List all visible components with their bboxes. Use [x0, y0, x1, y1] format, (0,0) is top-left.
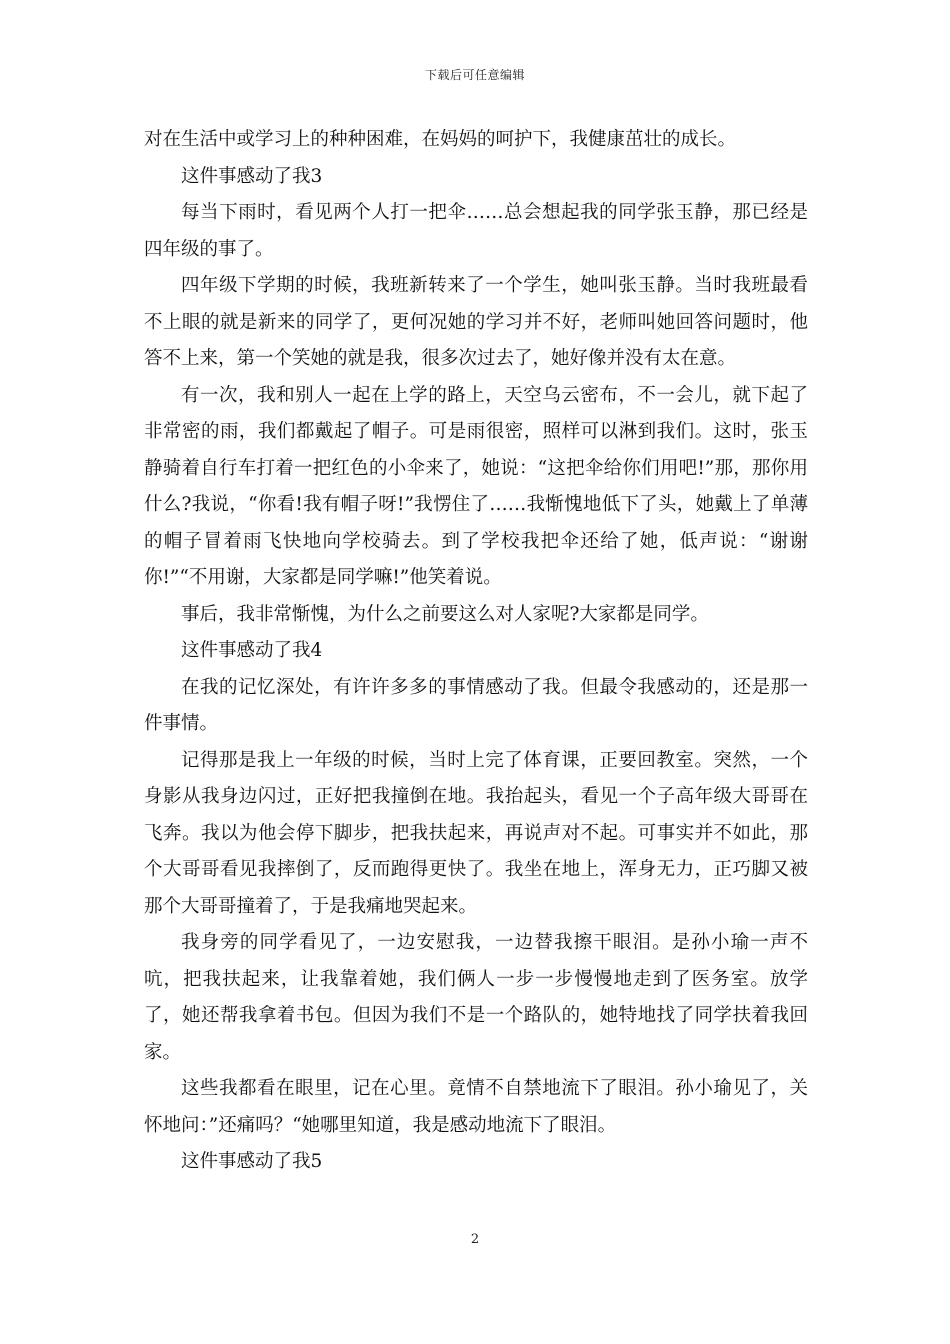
- page-number: 2: [470, 1232, 480, 1247]
- paragraph: 每当下雨时，看见两个人打一把伞……总会想起我的同学张玉静，那已经是四年级的事了。: [144, 202, 808, 260]
- paragraph: 在我的记忆深处，有许许多多的事情感动了我。但最令我感动的，还是那一件事情。: [144, 676, 808, 734]
- paragraph: 事后，我非常惭愧，为什么之前要这么对人家呢?大家都是同学。: [181, 603, 709, 625]
- paragraph-continuation: 对在生活中或学习上的种种困难，在妈妈的呵护下，我健康茁壮的成长。: [144, 129, 737, 150]
- document-body: [144, 122, 808, 1181]
- paragraph: 我身旁的同学看见了，一边安慰我，一边替我擦干眼泪。是孙小瑜一声不吭，把我扶起来，让我靠着她，我们俩人一步一步慢慢地走到了医务室。放学了，她还帮我拿着书包。但因为我们不是一个路队的，她特地找了同学扶着我回家。: [144, 932, 808, 1063]
- section-heading-4: 这件事感动了我4: [181, 640, 323, 661]
- paragraph: 有一次，我和别人一起在上学的路上，天空乌云密布，不一会儿，就下起了非常密的雨，我们都戴起了帽子。可是雨很密，照样可以淋到我们。这时，张玉静骑着自行车打着一把红色的小伞来了，她说：“这把伞给你们用吧!”那，那你用什么?我说，“你看!我有帽子呀!”我愣住了……我惭愧地低下了头，她戴上了单薄的帽子冒着雨飞快地向学校骑去。到了学校我把伞还给了她，低声说：“谢谢你!”“不用谢，大家都是同学嘛!”他笑着说。: [144, 384, 808, 588]
- section-heading-3: 这件事感动了我3: [181, 165, 323, 187]
- page-header: 下载后可任意编辑: [424, 68, 525, 82]
- paragraph: 记得那是我上一年级的时候，当时上完了体育课，正要回教室。突然，一个身影从我身边闪过，正好把我撞倒在地。我抬起头，看见一个子高年级大哥哥在飞奔。我以为他会停下脚步，把我扶起来，再说声对不起。可事实并不如此，那个大哥哥看见我摔倒了，反而跑得更快了。我坐在地上，浑身无力，正巧脚又被那个大哥哥撞着了，于是我痛地哭起来。: [144, 749, 808, 917]
- paragraph: 四年级下学期的时候，我班新转来了一个学生，她叫张玉静。当时我班最看不上眼的就是新来的同学了，更何况她的学习并不好，老师叫她回答问题时，他答不上来，第一个笑她的就是我，很多次过去了，她好像并没有太在意。: [144, 275, 808, 369]
- paragraph: 这些我都看在眼里，记在心里。竟情不自禁地流下了眼泪。孙小瑜见了，关怀地问：”还痛吗？“她哪里知道，我是感动地流下了眼泪。: [144, 1078, 808, 1136]
- section-heading-5: 这件事感动了我5: [181, 1151, 323, 1172]
